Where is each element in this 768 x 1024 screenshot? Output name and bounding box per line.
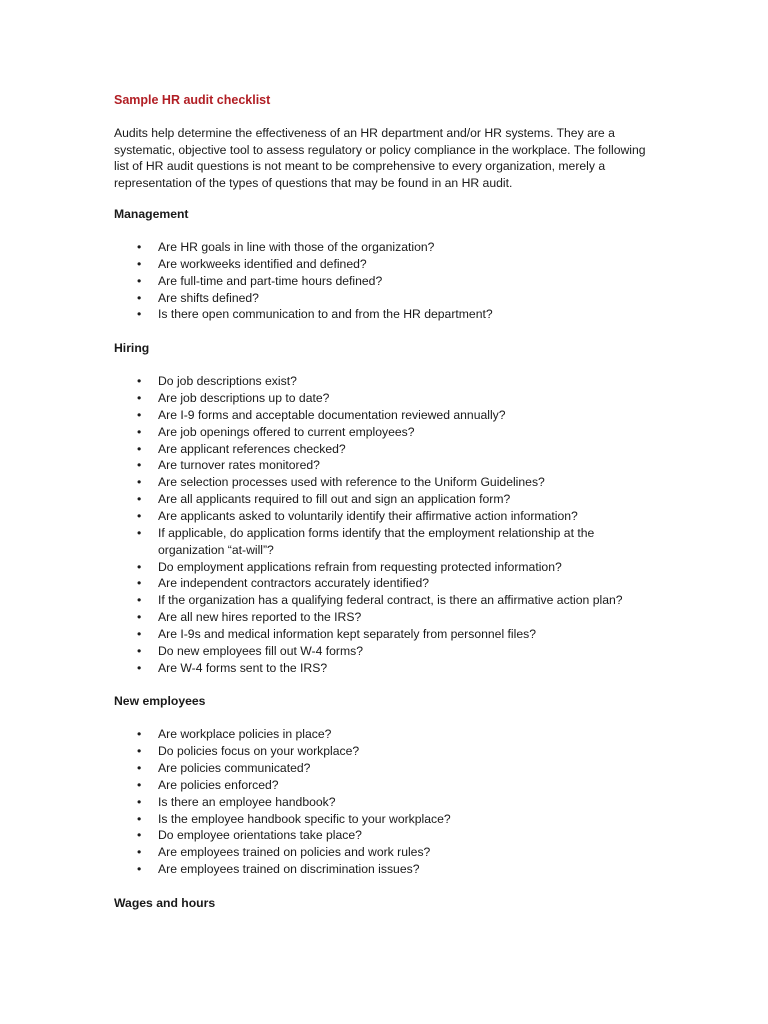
section-new-employees <box>114 693 654 878</box>
item-text: Are policies enforced? <box>158 777 279 792</box>
bullet-icon: • <box>137 391 142 406</box>
bullet-icon: • <box>137 610 142 625</box>
section-wages-and-hours <box>114 895 654 911</box>
item-text: Is there open communication to and from the HR department? <box>158 307 493 322</box>
checklist-item <box>114 743 654 760</box>
bullet-icon: • <box>137 441 142 456</box>
checklist-item <box>114 794 654 811</box>
bullet-icon: • <box>137 777 142 792</box>
item-text: Are employees trained on policies and work rules? <box>158 845 431 860</box>
bullet-icon: • <box>137 307 142 322</box>
item-text: Are selection processes used with reference to the Uniform Guidelines? <box>158 475 545 490</box>
item-text: Are job openings offered to current employees? <box>158 424 415 439</box>
checklist-item <box>114 407 654 424</box>
bullet-icon: • <box>137 492 142 507</box>
checklist-item <box>114 457 654 474</box>
item-text: Are turnover rates monitored? <box>158 458 320 473</box>
item-text: Are W-4 forms sent to the IRS? <box>158 660 328 675</box>
bullet-icon: • <box>137 240 142 254</box>
bullet-icon: • <box>137 424 142 439</box>
item-text: Do employment applications refrain from requesting protected information? <box>158 559 562 574</box>
document-title: Sample HR audit checklist <box>114 93 271 107</box>
item-text: Are job descriptions up to date? <box>158 391 330 406</box>
item-text: Are all applicants required to fill out and sign an application form? <box>158 492 511 507</box>
bullet-icon: • <box>137 828 142 843</box>
section-heading: Hiring <box>114 341 150 356</box>
checklist-item <box>114 760 654 777</box>
item-text: Are employees trained on discrimination issues? <box>158 862 420 877</box>
checklist-item <box>114 525 654 559</box>
bullet-icon: • <box>137 811 142 826</box>
item-text: Are I-9 forms and acceptable documentation reviewed annually? <box>158 407 506 422</box>
item-text: If applicable, do application forms identify that the employment relationship at the organization “at-will”? <box>158 525 595 557</box>
bullet-icon: • <box>137 660 142 675</box>
bullet-icon: • <box>137 374 142 389</box>
checklist-item <box>114 643 654 660</box>
bullet-icon: • <box>137 862 142 877</box>
item-text: Are policies communicated? <box>158 761 311 776</box>
checklist <box>114 239 654 323</box>
item-text: Do policies focus on your workplace? <box>158 744 360 759</box>
section-heading: Management <box>114 207 189 221</box>
checklist-item <box>114 273 654 290</box>
bullet-icon: • <box>137 525 142 540</box>
item-text: If the organization has a qualifying federal contract, is there an affirmative action plan? <box>158 593 623 608</box>
bullet-icon: • <box>137 256 142 271</box>
item-text: Are I-9s and medical information kept separately from personnel files? <box>158 626 536 641</box>
item-text: Are shifts defined? <box>158 290 259 305</box>
checklist-item <box>114 306 654 323</box>
checklist-item <box>114 373 654 390</box>
item-text: Are workplace policies in place? <box>158 727 332 742</box>
section-heading: New employees <box>114 694 206 709</box>
checklist-item <box>114 290 654 307</box>
bullet-icon: • <box>137 407 142 422</box>
item-text: Is the employee handbook specific to your workplace? <box>158 811 451 826</box>
item-text: Are HR goals in line with those of the organization? <box>158 240 435 254</box>
item-text: Are workweeks identified and defined? <box>158 256 367 271</box>
checklist-item <box>114 575 654 592</box>
bullet-icon: • <box>137 845 142 860</box>
item-text: Do new employees fill out W-4 forms? <box>158 643 364 658</box>
bullet-icon: • <box>137 458 142 473</box>
bullet-icon: • <box>137 643 142 658</box>
bullet-icon: • <box>137 593 142 608</box>
bullet-icon: • <box>137 576 142 591</box>
bullet-icon: • <box>137 794 142 809</box>
checklist-item <box>114 559 654 576</box>
checklist-item <box>114 474 654 491</box>
checklist-item <box>114 390 654 407</box>
checklist-item <box>114 256 654 273</box>
bullet-icon: • <box>137 559 142 574</box>
checklist <box>114 373 654 676</box>
intro-paragraph: Audits help determine the effectiveness of an HR department and/or HR systems. They are a systematic, objective tool to assess regulatory or policy compliance in the workplace. The following list of HR audit questions is not meant to be comprehensive to every organization, merely a representation of the types of questions that may be found in an HR audit. <box>114 126 646 190</box>
checklist-item <box>114 592 654 609</box>
bullet-icon: • <box>137 626 142 641</box>
bullet-icon: • <box>137 475 142 490</box>
document-page <box>114 92 654 928</box>
item-text: Do employee orientations take place? <box>158 828 362 843</box>
item-text: Is there an employee handbook? <box>158 794 336 809</box>
checklist-item <box>114 726 654 743</box>
item-text: Are full-time and part-time hours defined? <box>158 273 383 288</box>
section-heading: Wages and hours <box>114 896 216 910</box>
section-hiring <box>114 340 654 676</box>
checklist-item <box>114 626 654 643</box>
checklist-item <box>114 441 654 458</box>
checklist-item <box>114 424 654 441</box>
item-text: Are all new hires reported to the IRS? <box>158 610 362 625</box>
checklist <box>114 726 654 878</box>
checklist-item <box>114 660 654 677</box>
checklist-item <box>114 844 654 861</box>
checklist-item <box>114 811 654 828</box>
bullet-icon: • <box>137 761 142 776</box>
item-text: Are applicant references checked? <box>158 441 346 456</box>
checklist-item <box>114 777 654 794</box>
item-text: Are applicants asked to voluntarily identify their affirmative action information? <box>158 508 578 523</box>
section-management <box>114 206 654 323</box>
checklist-item <box>114 609 654 626</box>
checklist-item <box>114 508 654 525</box>
item-text: Do job descriptions exist? <box>158 374 297 389</box>
checklist-item <box>114 239 654 256</box>
bullet-icon: • <box>137 273 142 288</box>
bullet-icon: • <box>137 508 142 523</box>
checklist-item <box>114 827 654 844</box>
item-text: Are independent contractors accurately identified? <box>158 576 429 591</box>
bullet-icon: • <box>137 727 142 742</box>
bullet-icon: • <box>137 290 142 305</box>
checklist-item <box>114 861 654 878</box>
checklist-item <box>114 491 654 508</box>
bullet-icon: • <box>137 744 142 759</box>
